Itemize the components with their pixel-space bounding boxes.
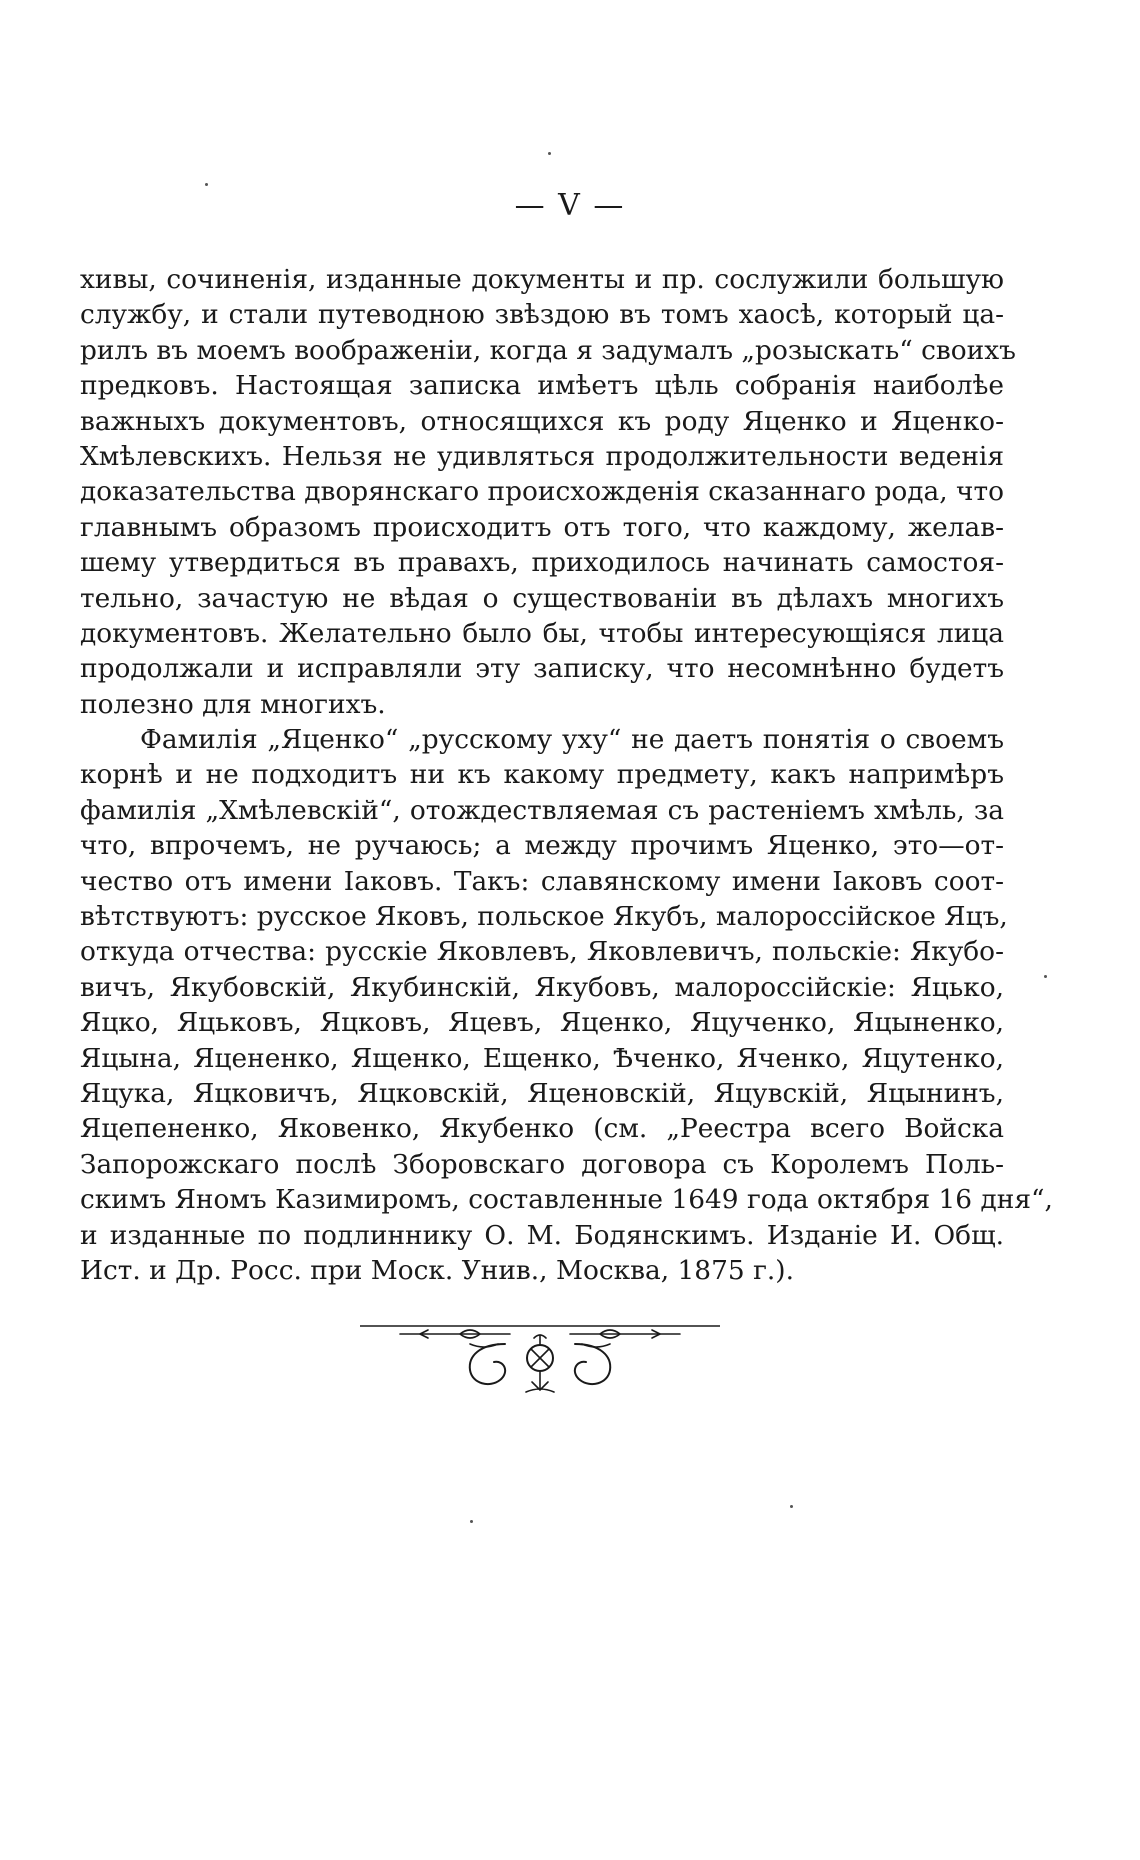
text-line: что, впрочемъ, не ручаюсь; а между прочимъ Яценко, это—от-: [80, 830, 1004, 862]
tailpiece-ornament-icon: [360, 1322, 720, 1402]
text-line: Хмѣлевскихъ. Нельзя не удивляться продолжительности веденія: [80, 440, 1004, 472]
paragraph-end-line: Ист. и Др. Росс. при Моск. Унив., Москва, 1875 г.).: [80, 1254, 794, 1286]
text-line: главнымъ образомъ происходитъ отъ того, что каждому, желав-: [80, 511, 1004, 543]
print-speck: [548, 152, 551, 155]
text-line: тельно, зачастую не вѣдая о существованіи въ дѣлахъ многихъ: [80, 582, 1004, 614]
print-speck: [1044, 975, 1047, 978]
paragraph-start-line: Фамилія „Яценко“ „русскому уху“ не даетъ понятія о своемъ: [140, 724, 1004, 756]
text-line: фамилія „Хмѣлевскій“, отождествляемая съ растеніемъ хмѣль, за: [80, 794, 1004, 826]
text-line: чество отъ имени Іаковъ. Такъ: славянскому имени Іаковъ соот-: [80, 865, 1004, 897]
text-line: вѣтствуютъ: русское Яковъ, польское Якубъ, малороссійское Яцъ,: [80, 901, 1008, 933]
text-line: корнѣ и не подходитъ ни къ какому предмету, какъ напримѣръ: [80, 759, 1004, 791]
text-line: важныхъ документовъ, относящихся къ роду Яценко и Яценко-: [80, 405, 1004, 437]
text-line: Яцепененко, Яковенко, Якубенко (см. „Реестра всего Войска: [80, 1113, 1004, 1145]
text-line: хивы, сочиненія, изданные документы и пр. сослужили большую: [80, 264, 1004, 295]
text-line: Яцына, Яцененко, Ященко, Ещенко, Ѣченко, Яченко, Яцутенко,: [80, 1042, 1004, 1074]
text-line: Яцука, Яцковичъ, Яцковскій, Яценовскій, Яцувскій, Яцынинъ,: [80, 1077, 1004, 1109]
text-line: скимъ Яномъ Казимиромъ, составленные 1649 года октября 16 дня“,: [80, 1184, 1053, 1216]
text-line: Запорожскаго послѣ Зборовскаго договора съ Королемъ Поль-: [80, 1148, 1004, 1180]
print-speck: [470, 1520, 473, 1523]
text-line: доказательства дворянскаго происхожденія сказаннаго рода, что: [80, 476, 1004, 508]
text-line: откуда отчества: русскіе Яковлевъ, Яковлевичъ, польскіе: Якубо-: [80, 936, 1004, 968]
text-line: вичъ, Якубовскій, Якубинскій, Якубовъ, малороссійскіе: Яцько,: [80, 971, 1004, 1003]
text-line: документовъ. Желательно было бы, чтобы интересующіяся лица: [80, 617, 1004, 649]
print-speck: [205, 183, 208, 186]
text-line: и изданные по подлиннику О. М. Бодянскимъ. Изданіе И. Общ.: [80, 1219, 1004, 1251]
page-number: — V —: [514, 188, 626, 223]
text-line: продолжали и исправляли эту записку, что несомнѣнно будетъ: [80, 653, 1004, 685]
text-line: предковъ. Настоящая записка имѣетъ цѣль собранія наиболѣе: [80, 370, 1004, 402]
text-line: службу, и стали путеводною звѣздою въ томъ хаосѣ, который ца-: [80, 299, 1004, 331]
text-line: рилъ въ моемъ воображеніи, когда я задумалъ „розыскать“ своихъ: [80, 334, 1016, 366]
paragraph-end-line: полезно для многихъ.: [80, 688, 386, 720]
text-line: шему утвердиться въ правахъ, приходилось начинать самостоя-: [80, 547, 1004, 579]
body-text: [80, 262, 1053, 1288]
text-line: Яцко, Яцьковъ, Яцковъ, Яцевъ, Яценко, Яцученко, Яцыненко,: [80, 1007, 1004, 1039]
print-speck: [790, 1505, 793, 1508]
